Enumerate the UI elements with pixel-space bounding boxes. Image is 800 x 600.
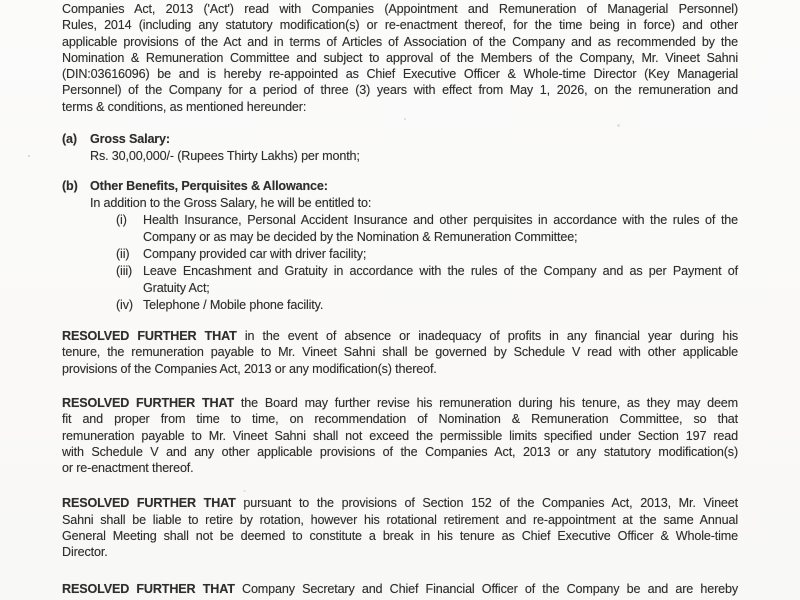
text-line: Health Insurance, Personal Accident Insurance and other perquisites in accordance with the rules of the — [143, 213, 738, 228]
text-line: In addition to the Gross Salary, he will be entitled to: — [90, 196, 372, 211]
clause-b-marker: (b) — [62, 179, 78, 194]
benefit-item-telephone — [116, 297, 738, 314]
scan-speckle — [404, 118, 406, 120]
scan-speckle — [28, 155, 30, 157]
benefit-item-2-marker: (ii) — [116, 247, 130, 262]
text-line: Nomination & Remuneration Committee and subject to approval of the Members of the Company, Mr. Vineet Sahni — [62, 50, 738, 65]
text-line: fit and proper from time to time, on recommendation of Nomination & Remuneration Committee, so that — [62, 412, 738, 427]
clause-a-gross-salary — [62, 131, 738, 165]
clause-b-intro — [90, 195, 738, 212]
text-line: Company or as may be decided by the Nomination & Remuneration Committee; — [143, 230, 578, 245]
scan-speckle — [617, 124, 620, 127]
text-line: with Schedule V and any other applicable provisions of the Companies Act, 2013 or any statutory modification(s) — [62, 444, 738, 459]
text-line: Companies Act, 2013 ('Act') read with Companies (Appointment and Remuneration of Managerial Personnel) — [62, 2, 738, 16]
text-line: Rules, 2014 (including any statutory modification(s) or re-enactment thereof, for the time being in force) and other — [62, 18, 738, 33]
text-line: Leave Encashment and Gratuity in accordance with the rules of the Company and as per Payment of — [143, 264, 738, 279]
text-line: applicable provisions of the Act and in terms of Articles of Association of the Company and as recommended by the — [62, 34, 738, 49]
text-line: Company provided car with driver facility; — [143, 247, 367, 262]
resolution-paragraph-revision-limits — [62, 395, 738, 476]
resolution-intro-paragraph — [62, 1, 738, 115]
text-line: or re-enactment thereof. — [62, 461, 194, 476]
text-line: remuneration payable to Mr. Vineet Sahni shall not exceed the permissible limits specified under Section 197 read — [62, 428, 738, 443]
scan-speckle — [243, 490, 246, 492]
text-line: General Meeting shall not be deemed to constitute a break in his tenure as Chief Executive Officer & Whole-time — [62, 529, 738, 544]
benefit-item-3-text — [143, 263, 738, 297]
text-line: Personnel) of the Company for a period of three (3) years with effect from May 1, 2026, on the remuneration and — [62, 83, 738, 98]
text-line: RESOLVED FURTHER THAT pursuant to the provisions of Section 152 of the Companies Act, 2013, Mr. Vineet — [62, 496, 738, 511]
benefit-item-3-marker: (iii) — [116, 264, 133, 279]
benefit-item-2-text — [143, 246, 738, 263]
text-line: Rs. 30,00,000/- (Rupees Thirty Lakhs) per month; — [90, 149, 360, 164]
text-line: Director. — [62, 545, 108, 560]
clause-b-other-benefits — [62, 178, 738, 314]
text-line: tenure, the remuneration payable to Mr. Vineet Sahni shall be governed by Schedule V read with other applicable — [62, 345, 738, 360]
benefit-item-1-marker: (i) — [116, 213, 127, 228]
text-line: provisions of the Companies Act, 2013 or any modification(s) thereof. — [62, 361, 437, 376]
text-line: terms & conditions, as mentioned hereunder: — [62, 99, 307, 114]
text-line: RESOLVED FURTHER THAT in the event of absence or inadequacy of profits in any financial year during his — [62, 329, 738, 344]
clause-a-marker: (a) — [62, 132, 77, 147]
text-line: (DIN:03616096) be and is hereby re-appointed as Chief Executive Officer & Whole-time Director (Key Managerial — [62, 67, 738, 82]
bold-lead-text: RESOLVED FURTHER THAT — [62, 395, 235, 410]
clause-a-title: Gross Salary: — [90, 132, 170, 147]
bold-lead-text: RESOLVED FURTHER THAT — [62, 329, 237, 344]
resolution-paragraph-authorisation — [62, 581, 738, 597]
benefit-item-4-text — [143, 297, 738, 314]
text-line: Telephone / Mobile phone facility. — [143, 298, 324, 313]
text-line: RESOLVED FURTHER THAT the Board may further revise his remuneration during his tenure, as they may deem — [62, 395, 738, 410]
resolution-paragraph-retire-by-rotation — [62, 495, 738, 560]
benefit-item-1-text — [143, 212, 738, 246]
text-line: Gratuity Act; — [143, 281, 210, 296]
benefit-item-4-marker: (iv) — [116, 298, 133, 313]
clause-b-title: Other Benefits, Perquisites & Allowance: — [90, 179, 328, 194]
resolution-paragraph-schedule-v — [62, 328, 738, 377]
clause-a-body — [90, 148, 738, 165]
bold-lead-text: RESOLVED FURTHER THAT — [62, 496, 236, 511]
bold-lead-text: RESOLVED FURTHER THAT — [62, 581, 235, 596]
text-line: RESOLVED FURTHER THAT Company Secretary and Chief Financial Officer of the Company be and are hereby — [62, 581, 738, 596]
benefit-item-company-car — [116, 246, 738, 263]
benefit-item-leave-encashment — [116, 263, 738, 297]
text-line: Sahni shall be liable to retire by rotation, however his rotational retirement and re-appointment at the same Annual — [62, 512, 738, 527]
benefit-item-health-insurance — [116, 212, 738, 246]
